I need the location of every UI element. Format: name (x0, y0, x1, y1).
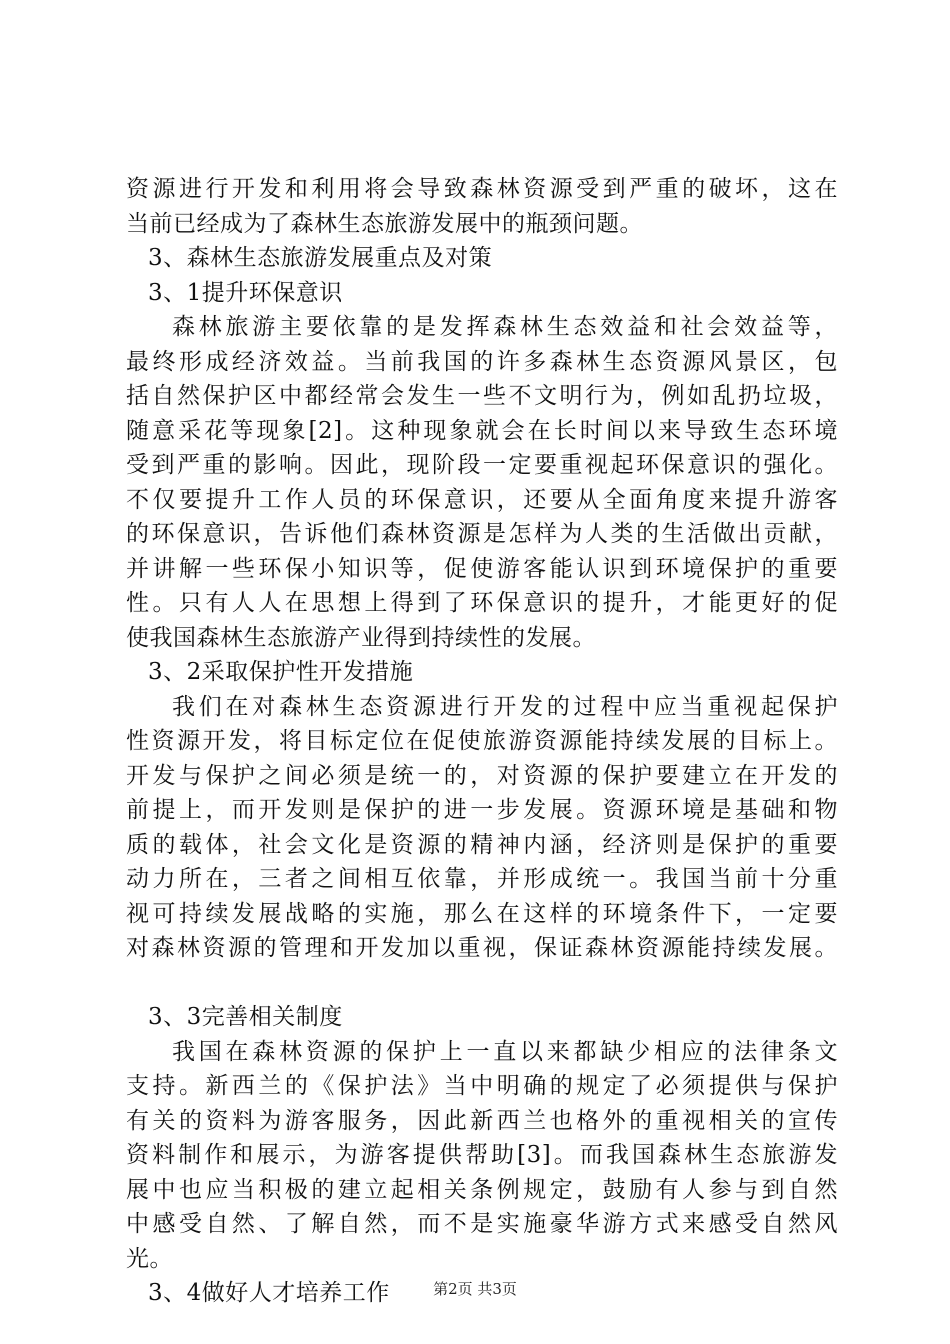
text-line: 对森林资源的管理和开发加以重视，保证森林资源能持续发展。 (126, 935, 838, 961)
text-line: 最终形成经济效益。当前我国的许多森林生态资源风景区，包 (126, 348, 838, 375)
text-line: 受到严重的影响。因此，现阶段一定要重视起环保意识的强化。 (126, 452, 838, 478)
text-line: 当前已经成为了森林生态旅游发展中的瓶颈问题。 (126, 210, 643, 237)
text-line: 性。只有人人在思想上得到了环保意识的提升，才能更好的促 (126, 590, 838, 616)
page-footer: 第2页 共3页 (433, 1280, 517, 1298)
text-line: 性资源开发，将目标定位在促使旅游资源能持续发展的目标上。 (126, 728, 838, 754)
text-line: 视可持续发展战略的实施，那么在这样的环境条件下，一定要 (126, 900, 838, 927)
text-line: 开发与保护之间必须是统一的，对资源的保护要建立在开发的 (126, 762, 838, 789)
text-line: 有关的资料为游客服务，因此新西兰也格外的重视相关的宣传 (126, 1107, 838, 1134)
text-line: 质的载体，社会文化是资源的精神内涵，经济则是保护的重要 (126, 831, 838, 858)
section-heading: 3、1提升环保意识 (148, 279, 343, 306)
text-line: 使我国森林生态旅游产业得到持续性的发展。 (126, 624, 596, 651)
text-line: 动力所在，三者之间相互依靠，并形成统一。我国当前十分重 (126, 866, 838, 892)
text-line: 我们在对森林生态资源进行开发的过程中应当重视起保护 (172, 693, 838, 720)
text-line: 括自然保护区中都经常会发生一些不文明行为，例如乱扔垃圾， (126, 383, 838, 409)
text-line: 资料制作和展示，为游客提供帮助[3]。而我国森林生态旅游发 (126, 1142, 838, 1168)
text-line: 并讲解一些环保小知识等，促使游客能认识到环境保护的重要 (126, 555, 838, 582)
section-heading: 3、3完善相关制度 (148, 1004, 343, 1030)
text-line: 支持。新西兰的《保护法》当中明确的规定了必须提供与保护 (126, 1073, 838, 1099)
text-line: 资源进行开发和利用将会导致森林资源受到严重的破坏，这在 (126, 176, 838, 202)
section-heading: 3、2采取保护性开发措施 (148, 659, 414, 685)
text-line: 我国在森林资源的保护上一直以来都缺少相应的法律条文 (172, 1038, 838, 1065)
document-body (126, 172, 838, 1311)
text-line: 前提上，而开发则是保护的进一步发展。资源环境是基础和物 (126, 797, 838, 823)
text-line: 森林旅游主要依靠的是发挥森林生态效益和社会效益等， (172, 314, 838, 340)
blank-line (126, 966, 838, 1001)
text-line: 随意采花等现象[2]。这种现象就会在长时间以来导致生态环境 (126, 417, 838, 444)
section-heading: 3、森林生态旅游发展重点及对策 (148, 245, 493, 271)
text-line: 不仅要提升工作人员的环保意识，还要从全面角度来提升游客 (126, 486, 838, 513)
text-line: 中感受自然、了解自然，而不是实施豪华游方式来感受自然风 (126, 1211, 838, 1237)
text-line: 展中也应当积极的建立起相关条例规定，鼓励有人参与到自然 (126, 1176, 838, 1203)
text-line: 光。 (126, 1245, 173, 1272)
text-line: 的环保意识，告诉他们森林资源是怎样为人类的生活做出贡献， (126, 521, 838, 547)
section-heading: 3、4做好人才培养工作 (148, 1280, 390, 1306)
